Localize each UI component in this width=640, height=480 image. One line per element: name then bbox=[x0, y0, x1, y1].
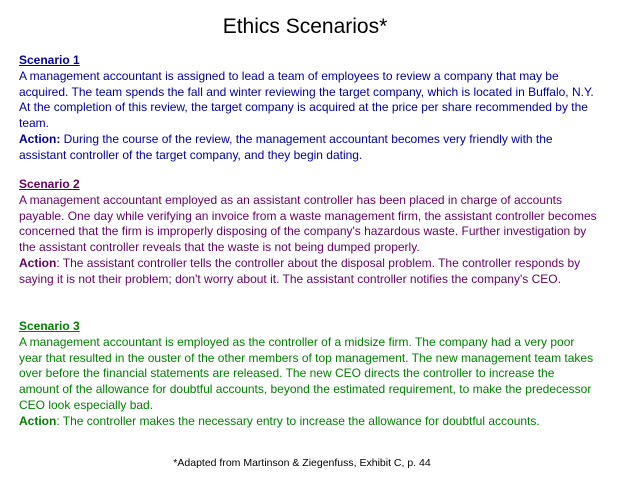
page-title: Ethics Scenarios* bbox=[222, 15, 388, 38]
scenario-2-action bbox=[19, 256, 597, 288]
scenario-2-action-label: Action bbox=[19, 255, 57, 270]
scenario-3-body: A management accountant is employed as the controller of a midsize firm. The company had a very poor year that resulted in the ouster of the other members of top management. The new management team takes over before the financial statements are released. The new CEO directs the controller to increase the amount of the allowance for doubtful accounts, beyond the estimated requirement, to make the predecessor CEO look especially bad. bbox=[19, 334, 594, 412]
scenario-2-action-text: : The assistant controller tells the controller about the disposal problem. The controller responds by saying it is not their problem; don't worry about it. The assistant controller notifies the company's CEO. bbox=[19, 255, 581, 286]
scenario-3-action bbox=[19, 414, 597, 430]
scenario-3-heading: Scenario 3 bbox=[19, 319, 80, 333]
scenario-1-body: A management accountant is assigned to lead a team of employees to review a company that may be acquired. The team spends the fall and winter reviewing the target company, which is located in Buffalo, N.Y. At the completion of this review, the target company is acquired at the price per share recommended by the team. bbox=[19, 68, 594, 131]
scenario-1-action bbox=[19, 132, 597, 164]
scenario-1-action-label: Action: bbox=[19, 131, 61, 146]
scenario-2-heading: Scenario 2 bbox=[19, 177, 80, 191]
scenario-3-action-label: Action bbox=[19, 413, 57, 428]
scenario-1-heading: Scenario 1 bbox=[19, 53, 80, 67]
scenario-2-body: A management accountant employed as an assistant controller has been placed in charge of accounts payable. One day while verifying an invoice from a waste management firm, the assistant controller becomes concerned that the firm is improperly disposing of the company's hazardous waste. Further investigation by the assistant controller reveals that the waste is not being dumped properly. bbox=[19, 192, 597, 255]
scenario-3-action-text: : The controller makes the necessary entry to increase the allowance for doubtful accounts. bbox=[56, 413, 540, 428]
scenario-2 bbox=[19, 177, 597, 288]
footnote: *Adapted from Martinson & Ziegenfuss, Exhibit C, p. 44 bbox=[173, 457, 431, 469]
scenario-1 bbox=[19, 53, 597, 164]
scenario-1-action-text: During the course of the review, the management accountant becomes very friendly with the assistant controller of the target company, and they begin dating. bbox=[19, 131, 553, 162]
scenario-3 bbox=[19, 319, 597, 430]
